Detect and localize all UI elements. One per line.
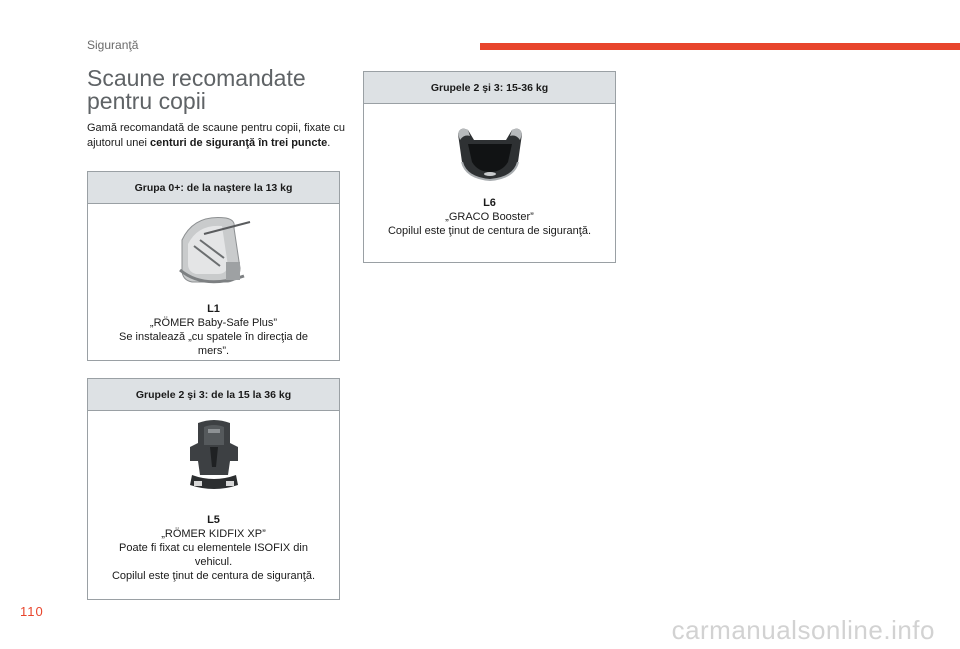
card-heading: Grupele 2 şi 3: 15-36 kg (364, 72, 615, 104)
intro-paragraph (87, 121, 347, 151)
accent-bar (480, 43, 960, 50)
infant-carrier-image (174, 210, 254, 288)
seat-card-group-2-3-kidfix (87, 378, 340, 600)
page-title-line1: Scaune recomandate (87, 65, 306, 91)
seat-description: Poate fi fixat cu elementele ISOFIX din vehicul. (119, 542, 308, 568)
seat-code: L6 (483, 197, 496, 209)
page-title (87, 67, 347, 113)
card-body (88, 210, 339, 358)
booster-seat-image (184, 417, 244, 493)
intro-text: Gamă recomandată de scaune pentru copii, fixate cu ajutorul unei (87, 122, 346, 149)
seat-description: Copilul este ţinut de centura de siguranţă. (387, 225, 592, 237)
seat-description: Se instalează „cu spatele în direcţia de mers”. (119, 331, 308, 357)
card-heading: Grupele 2 şi 3: de la 15 la 36 kg (88, 379, 339, 411)
intro-text-end: . (327, 137, 331, 149)
watermark: carmanualsonline.info (671, 615, 935, 645)
seat-card-group-0 (87, 171, 340, 361)
seat-name: „RÖMER Baby-Safe Plus” (149, 317, 278, 329)
seat-code: L5 (207, 514, 220, 526)
booster-cushion-image (452, 122, 528, 186)
section-label: Siguranţă (87, 38, 139, 52)
seat-name: „GRACO Booster” (445, 211, 534, 223)
intro-bold-text: centuri de siguranţă în trei puncte (150, 137, 328, 149)
seat-card-group-2-3-graco (363, 71, 616, 263)
card-body (88, 417, 339, 583)
seat-description-2: Copilul este ţinut de centura de siguranţă. (111, 570, 316, 582)
card-heading: Grupa 0+: de la naştere la 13 kg (88, 172, 339, 204)
page-title-line2: pentru copii (87, 88, 206, 114)
seat-code: L1 (207, 303, 220, 315)
card-body (364, 122, 615, 238)
seat-name: „RÖMER KIDFIX XP” (161, 528, 266, 540)
page-number: 110 (20, 604, 44, 619)
